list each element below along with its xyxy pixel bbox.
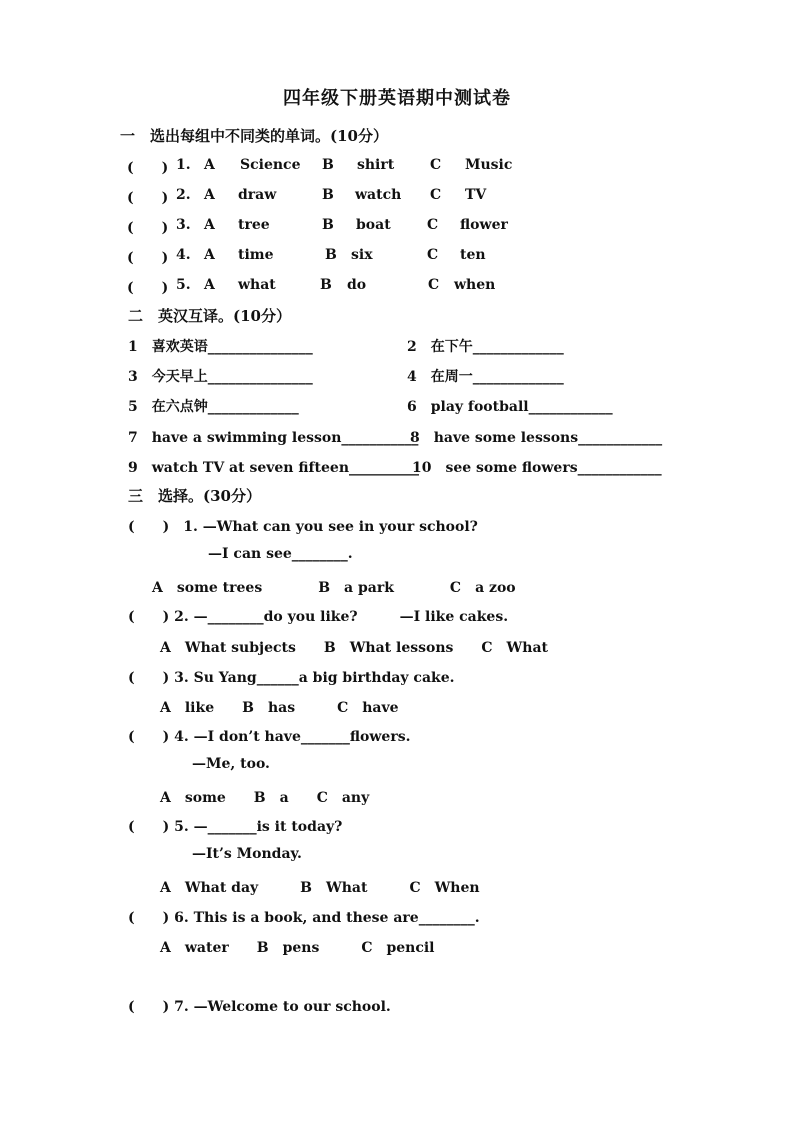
option-c-letter: C	[430, 157, 442, 173]
options-line: A some trees B a park C a zoo	[152, 580, 516, 596]
answer-bracket: ( )	[127, 250, 169, 266]
option-a: time	[238, 247, 274, 263]
question-line: ( ) 1. —What can you see in your school?	[128, 519, 478, 535]
translation-item: 7 have a swimming lesson___________	[128, 430, 419, 446]
translation-item: 3 今天早上_______________	[128, 369, 313, 385]
option-c-letter: C	[427, 217, 439, 233]
question-line: ( ) 6. This is a book, and these are________.	[128, 910, 480, 926]
answer-line: —Me, too.	[192, 756, 270, 772]
answer-line: —I can see________.	[208, 546, 353, 562]
options-line: A What day B What C When	[160, 880, 480, 896]
option-a-letter: A	[204, 157, 215, 173]
item-number: 3.	[176, 217, 191, 233]
option-b-letter: B	[322, 187, 334, 203]
option-a-letter: A	[204, 217, 215, 233]
question-line: ( ) 2. —________do you like? —I like cakes.	[128, 609, 509, 625]
translation-item: 1 喜欢英语_______________	[128, 339, 313, 355]
answer-bracket: ( )	[127, 280, 169, 296]
translation-item: 2 在下午_____________	[407, 339, 564, 355]
answer-bracket: ( )	[127, 190, 169, 206]
question-line: ( ) 3. Su Yang______a big birthday cake.	[128, 670, 455, 686]
option-c-letter: C	[430, 187, 442, 203]
option-b: boat	[356, 217, 391, 233]
option-c: TV	[465, 187, 487, 203]
question-line: ( ) 5. —_______is it today?	[128, 819, 343, 835]
option-a: what	[238, 277, 276, 293]
translation-item: 5 在六点钟_____________	[128, 399, 299, 415]
option-a: Science	[240, 157, 301, 173]
translation-item: 9 watch TV at seven fifteen__________	[128, 460, 420, 476]
item-number: 1.	[176, 157, 191, 173]
option-b-letter: B	[322, 157, 334, 173]
translation-item: 8 have some lessons____________	[410, 430, 663, 446]
translation-item: 6 play football____________	[407, 399, 613, 415]
question-line: ( ) 4. —I don’t have_______flowers.	[128, 729, 411, 745]
item-number: 4.	[176, 247, 191, 263]
option-a: draw	[238, 187, 277, 203]
options-line: A water B pens C pencil	[160, 940, 435, 956]
section-3-header: 三 选择。(30分）	[128, 487, 261, 505]
item-number: 5.	[176, 277, 191, 293]
answer-bracket: ( )	[127, 160, 169, 176]
translation-item: 10 see some flowers____________	[412, 460, 662, 476]
item-number: 2.	[176, 187, 191, 203]
options-line: A What subjects B What lessons C What	[160, 640, 548, 656]
section-1-header: 一 选出每组中不同类的单词。(10分）	[120, 127, 388, 145]
option-a-letter: A	[204, 277, 215, 293]
option-a: tree	[238, 217, 270, 233]
option-b: six	[351, 247, 373, 263]
option-b-letter: B	[320, 277, 332, 293]
question-line: ( ) 7. —Welcome to our school.	[128, 999, 391, 1015]
option-b-letter: B	[325, 247, 337, 263]
option-c: when	[454, 277, 496, 293]
option-a-letter: A	[204, 247, 215, 263]
answer-line: —It’s Monday.	[192, 846, 302, 862]
option-b: watch	[355, 187, 402, 203]
option-a-letter: A	[204, 187, 215, 203]
translation-item: 4 在周一_____________	[407, 369, 564, 385]
options-line: A some B a C any	[160, 790, 370, 806]
section-2-header: 二 英汉互译。(10分）	[128, 307, 291, 325]
page-title: 四年级下册英语期中测试卷	[283, 88, 511, 109]
option-c-letter: C	[427, 247, 439, 263]
options-line: A like B has C have	[160, 700, 399, 716]
option-c-letter: C	[428, 277, 440, 293]
option-b: shirt	[357, 157, 395, 173]
option-b-letter: B	[322, 217, 334, 233]
option-c: flower	[460, 217, 508, 233]
answer-bracket: ( )	[127, 220, 169, 236]
option-b: do	[347, 277, 367, 293]
option-c: ten	[460, 247, 486, 263]
option-c: Music	[465, 157, 513, 173]
